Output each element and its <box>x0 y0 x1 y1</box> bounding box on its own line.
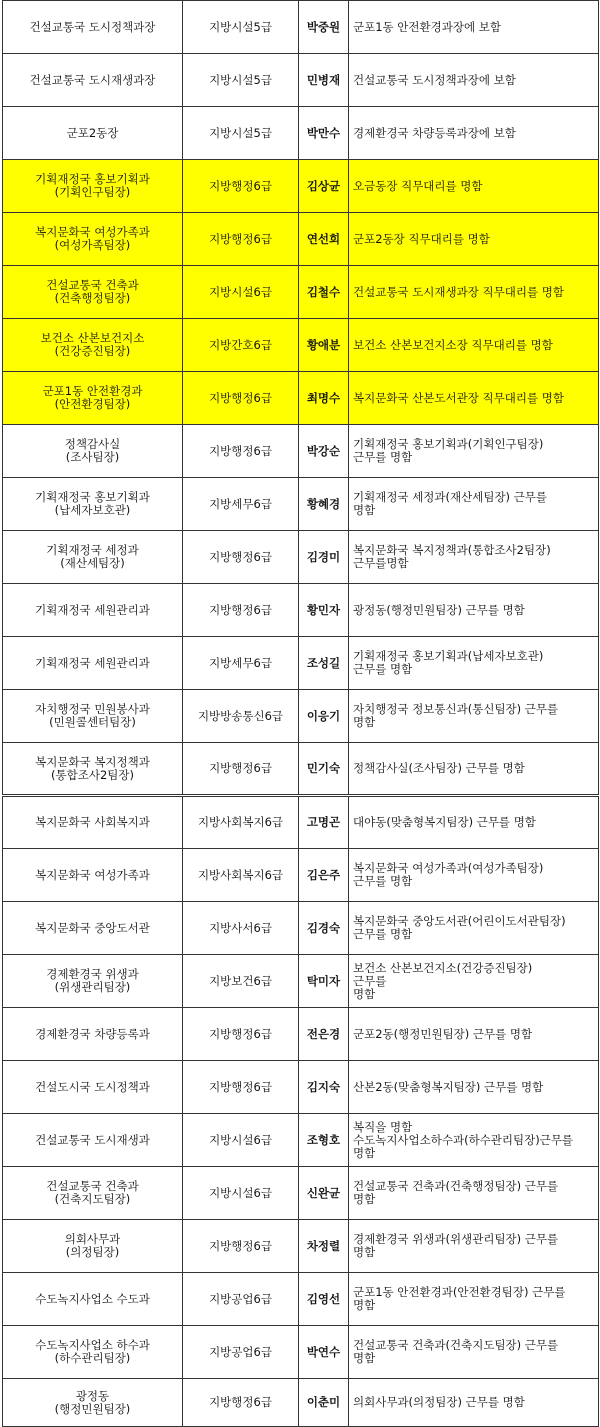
table-row <box>3 584 599 637</box>
dept-text: 수도녹지사업소 수도과 <box>35 1291 150 1306</box>
note-text: 기획재정국 홍보기획과(기획인구팀장) 근무를 명함 <box>353 437 544 464</box>
name-cell <box>299 266 349 319</box>
name-text: 민기숙 <box>306 761 341 775</box>
dept-cell <box>3 266 183 319</box>
grade-text: 지방방송통신6급 <box>197 708 284 723</box>
grade-text: 지방시설6급 <box>209 1185 272 1200</box>
name-cell <box>299 1 349 54</box>
name-cell <box>299 213 349 266</box>
note-text: 경제환경국 위생과(위생관리팀장) 근무를 명함 <box>353 1232 559 1259</box>
table-row <box>3 266 599 319</box>
note-cell <box>349 743 599 796</box>
grade-cell <box>183 372 299 425</box>
note-cell <box>349 796 599 849</box>
note-cell <box>349 319 599 372</box>
dept-cell <box>3 160 183 213</box>
note-text: 건설교통국 도시재생과장 직무대리를 명함 <box>353 284 564 299</box>
grade-cell <box>183 1 299 54</box>
name-text: 황혜경 <box>306 496 341 511</box>
note-cell <box>349 531 599 584</box>
grade-cell <box>183 955 299 1008</box>
dept-text: 건설교통국 도시재생과 <box>35 1132 150 1147</box>
grade-cell <box>183 1114 299 1167</box>
dept-text: 경제환경국 위생과 (위생관리팀장) <box>46 967 139 994</box>
name-cell <box>299 1008 349 1061</box>
grade-text: 지방행정6급 <box>209 1395 272 1409</box>
name-cell <box>299 478 349 531</box>
note-cell <box>349 584 599 637</box>
note-cell <box>349 107 599 160</box>
grade-text: 지방행정6급 <box>209 390 272 405</box>
dept-cell <box>3 478 183 531</box>
name-text: 박강순 <box>306 443 341 458</box>
table-row <box>3 796 599 849</box>
name-cell <box>299 319 349 372</box>
dept-text: 정책감사실 (조사팀장) <box>64 437 121 464</box>
grade-text: 지방사서6급 <box>209 920 272 935</box>
name-cell <box>299 54 349 107</box>
table-row <box>3 1220 599 1273</box>
table-row <box>3 160 599 213</box>
dept-text: 건설교통국 도시정책과장 <box>29 19 156 34</box>
grade-text: 지방행정6급 <box>209 1079 272 1094</box>
grade-cell <box>183 54 299 107</box>
dept-cell <box>3 1326 183 1379</box>
table-row <box>3 1 599 54</box>
note-text: 산본2동(맞춤형복지팀장) 근무를 명함 <box>353 1079 544 1094</box>
note-text: 기획재정국 세정과(재산세팀장) 근무를 명함 <box>353 490 548 517</box>
name-cell <box>299 531 349 584</box>
table-row <box>3 1273 599 1326</box>
grade-text: 지방시설5급 <box>209 72 272 87</box>
name-cell <box>299 743 349 796</box>
note-cell <box>349 266 599 319</box>
grade-text: 지방행정6급 <box>209 761 272 775</box>
grade-text: 지방행정6급 <box>209 443 272 458</box>
note-cell <box>349 1379 599 1427</box>
dept-text: 경제환경국 차량등록과 <box>35 1026 150 1041</box>
table-row <box>3 531 599 584</box>
name-text: 차정렬 <box>306 1238 341 1253</box>
dept-text: 수도녹지사업소 하수과 (하수관리팀장) <box>35 1338 150 1365</box>
note-cell <box>349 425 599 478</box>
dept-cell <box>3 1379 183 1427</box>
table-row <box>3 902 599 955</box>
note-cell <box>349 1114 599 1167</box>
dept-text: 기획재정국 세정과 (재산세팀장) <box>46 543 139 570</box>
dept-cell <box>3 1220 183 1273</box>
name-cell <box>299 1326 349 1379</box>
dept-cell <box>3 690 183 743</box>
table-row <box>3 213 599 266</box>
dept-text: 복지문화국 여성가족과 (여성가족팀장) <box>35 225 150 252</box>
table-row <box>3 1167 599 1220</box>
dept-text: 건설교통국 건축과 (건축지도팀장) <box>46 1179 139 1206</box>
note-cell <box>349 1008 599 1061</box>
grade-text: 지방사회복지6급 <box>197 815 284 829</box>
dept-text: 광정동 (행정민원팀장) <box>54 1388 131 1416</box>
dept-text: 군포2동장 <box>66 125 119 140</box>
grade-cell <box>183 584 299 637</box>
dept-cell <box>3 902 183 955</box>
grade-cell <box>183 637 299 690</box>
note-text: 건설교통국 건축과(건축행정팀장) 근무를 명함 <box>353 1179 559 1206</box>
note-cell <box>349 1273 599 1326</box>
name-cell <box>299 1167 349 1220</box>
dept-text: 기획재정국 홍보기획과 (기획인구팀장) <box>35 172 150 199</box>
note-text: 기획재정국 홍보기획과(납세자보호관) 근무를 명함 <box>353 649 544 676</box>
grade-cell <box>183 1326 299 1379</box>
name-cell <box>299 796 349 849</box>
table-row <box>3 637 599 690</box>
dept-cell <box>3 849 183 902</box>
note-cell <box>349 1220 599 1273</box>
name-cell <box>299 902 349 955</box>
grade-cell <box>183 107 299 160</box>
note-cell <box>349 849 599 902</box>
grade-text: 지방행정6급 <box>209 602 272 617</box>
name-text: 김경미 <box>306 549 341 564</box>
note-cell <box>349 1326 599 1379</box>
name-cell <box>299 160 349 213</box>
dept-cell <box>3 213 183 266</box>
name-text: 신완균 <box>306 1185 341 1200</box>
dept-cell <box>3 425 183 478</box>
name-cell <box>299 1273 349 1326</box>
dept-cell <box>3 54 183 107</box>
note-text: 의회사무과(의정팀장) 근무를 명함 <box>353 1395 525 1409</box>
grade-cell <box>183 1167 299 1220</box>
dept-text: 복지문화국 복지정책과 (통합조사2팀장) <box>35 754 150 782</box>
dept-cell <box>3 1114 183 1167</box>
note-text: 건설교통국 건축과(건축지도팀장) 근무를 명함 <box>353 1338 559 1365</box>
name-text: 최명수 <box>306 390 341 405</box>
name-cell <box>299 849 349 902</box>
name-text: 민병재 <box>306 72 341 87</box>
grade-cell <box>183 796 299 849</box>
grade-text: 지방공업6급 <box>209 1344 272 1359</box>
grade-cell <box>183 425 299 478</box>
grade-cell <box>183 266 299 319</box>
grade-cell <box>183 160 299 213</box>
table-row <box>3 54 599 107</box>
name-text: 조성길 <box>306 655 341 670</box>
note-text: 군포1동 안전환경과(안전환경팀장) 근무를 명함 <box>353 1285 566 1312</box>
dept-cell <box>3 107 183 160</box>
dept-cell <box>3 584 183 637</box>
dept-cell <box>3 637 183 690</box>
dept-cell <box>3 1167 183 1220</box>
name-text: 이응기 <box>306 708 341 723</box>
note-text: 군포2동(행정민원팀장) 근무를 명함 <box>353 1026 533 1041</box>
table-row <box>3 319 599 372</box>
table-row <box>3 1061 599 1114</box>
name-text: 김경숙 <box>306 920 341 935</box>
dept-text: 군포1동 안전환경과 (안전환경팀장) <box>42 384 143 411</box>
name-cell <box>299 637 349 690</box>
dept-cell <box>3 531 183 584</box>
note-text: 정책감사실(조사팀장) 근무를 명함 <box>353 761 525 775</box>
grade-cell <box>183 743 299 796</box>
grade-cell <box>183 849 299 902</box>
name-text: 김상균 <box>306 178 341 193</box>
note-cell <box>349 955 599 1008</box>
table-row <box>3 1379 599 1427</box>
name-text: 고명곤 <box>306 815 341 829</box>
note-cell <box>349 160 599 213</box>
table-row <box>3 849 599 902</box>
grade-cell <box>183 531 299 584</box>
dept-text: 기획재정국 세원관리과 <box>35 602 150 617</box>
name-text: 박중원 <box>306 19 341 34</box>
table-row <box>3 425 599 478</box>
name-text: 조형호 <box>306 1132 341 1147</box>
dept-cell <box>3 319 183 372</box>
note-text: 건설교통국 도시정책과장에 보함 <box>353 72 516 87</box>
grade-text: 지방시설5급 <box>209 125 272 140</box>
note-text: 경제환경국 차량등록과장에 보함 <box>353 125 516 140</box>
grade-text: 지방행정6급 <box>209 178 272 193</box>
name-cell <box>299 425 349 478</box>
name-cell <box>299 1379 349 1427</box>
table-row <box>3 372 599 425</box>
dept-cell <box>3 1 183 54</box>
name-cell <box>299 372 349 425</box>
note-text: 복지문화국 복지정책과(통합조사2팀장) 근무를명함 <box>353 543 551 570</box>
grade-text: 지방행정6급 <box>209 231 272 246</box>
note-cell <box>349 1167 599 1220</box>
name-text: 박만수 <box>306 125 341 140</box>
note-text: 오금동장 직무대리를 명함 <box>353 178 483 193</box>
dept-text: 기획재정국 홍보기획과 (납세자보호관) <box>35 490 150 517</box>
name-text: 박연수 <box>306 1344 341 1359</box>
name-text: 전은경 <box>306 1026 341 1041</box>
table-row <box>3 743 599 796</box>
name-cell <box>299 584 349 637</box>
dept-text: 건설교통국 건축과 (건축행정팀장) <box>46 278 139 305</box>
note-text: 복지문화국 중앙도서관(어린이도서관팀장) 근무를 명함 <box>353 914 566 941</box>
note-text: 보건소 산본보건지소(건강증진팀장) 근무를 명함 <box>353 960 533 1001</box>
grade-text: 지방공업6급 <box>209 1291 272 1306</box>
note-text: 군포2동장 직무대리를 명함 <box>353 231 490 246</box>
dept-cell <box>3 1273 183 1326</box>
grade-text: 지방행정6급 <box>209 1238 272 1253</box>
name-text: 연선희 <box>306 231 341 246</box>
dept-text: 복지문화국 사회복지과 <box>35 815 150 829</box>
dept-cell <box>3 796 183 849</box>
dept-cell <box>3 743 183 796</box>
note-text: 자치행정국 정보통신과(통신팀장) 근무를 명함 <box>353 702 559 729</box>
grade-text: 지방간호6급 <box>209 337 272 352</box>
name-text: 김지숙 <box>306 1079 341 1094</box>
note-cell <box>349 213 599 266</box>
table-row <box>3 1114 599 1167</box>
grade-text: 지방보건6급 <box>209 973 272 988</box>
grade-cell <box>183 478 299 531</box>
dept-text: 복지문화국 여성가족과 <box>35 867 150 882</box>
note-text: 복직을 명함 수도녹지사업소하수과(하수관리팀장)근무를 명함 <box>353 1119 574 1160</box>
dept-text: 건설도시국 도시정책과 <box>35 1079 150 1094</box>
personnel-table <box>2 0 599 1427</box>
note-cell <box>349 478 599 531</box>
dept-text: 의회사무과 (의정팀장) <box>64 1232 121 1259</box>
name-cell <box>299 690 349 743</box>
table-body <box>3 1 599 1427</box>
dept-text: 보건소 산본보건지소 (건강증진팀장) <box>40 331 145 358</box>
dept-cell <box>3 1061 183 1114</box>
note-cell <box>349 690 599 743</box>
dept-cell <box>3 372 183 425</box>
name-cell <box>299 955 349 1008</box>
name-text: 황민자 <box>306 602 341 617</box>
grade-text: 지방세무6급 <box>209 655 272 670</box>
table-row <box>3 1326 599 1379</box>
note-cell <box>349 372 599 425</box>
grade-cell <box>183 1273 299 1326</box>
table-row <box>3 690 599 743</box>
grade-cell <box>183 1008 299 1061</box>
note-cell <box>349 1 599 54</box>
note-cell <box>349 902 599 955</box>
grade-cell <box>183 319 299 372</box>
table-row <box>3 478 599 531</box>
dept-text: 자치행정국 민원봉사과 (민원콜센터팀장) <box>35 702 150 729</box>
name-text: 이춘미 <box>306 1395 341 1409</box>
note-cell <box>349 54 599 107</box>
grade-cell <box>183 690 299 743</box>
dept-text: 기획재정국 세원관리과 <box>35 655 150 670</box>
grade-text: 지방세무6급 <box>209 496 272 511</box>
name-text: 김영선 <box>306 1291 341 1306</box>
name-cell <box>299 1114 349 1167</box>
note-text: 복지문화국 여성가족과(여성가족팀장) 근무를 명함 <box>353 861 544 888</box>
grade-cell <box>183 1220 299 1273</box>
grade-cell <box>183 1061 299 1114</box>
dept-cell <box>3 955 183 1008</box>
name-text: 탁미자 <box>306 973 341 988</box>
grade-cell <box>183 1379 299 1427</box>
grade-text: 지방시설6급 <box>209 1132 272 1147</box>
grade-cell <box>183 213 299 266</box>
name-text: 김철수 <box>306 284 341 299</box>
dept-text: 건설교통국 도시재생과장 <box>29 72 156 87</box>
note-text: 군포1동 안전환경과장에 보함 <box>353 19 501 34</box>
grade-text: 지방행정6급 <box>209 549 272 564</box>
table-row <box>3 1008 599 1061</box>
table-row <box>3 955 599 1008</box>
table-row <box>3 107 599 160</box>
dept-text: 복지문화국 중앙도서관 <box>35 920 150 935</box>
name-text: 황애분 <box>306 337 341 352</box>
name-cell <box>299 1061 349 1114</box>
grade-text: 지방사회복지6급 <box>197 867 284 882</box>
note-text: 광정동(행정민원팀장) 근무를 명함 <box>353 602 525 617</box>
note-cell <box>349 1061 599 1114</box>
dept-cell <box>3 1008 183 1061</box>
name-cell <box>299 107 349 160</box>
name-cell <box>299 1220 349 1273</box>
grade-text: 지방행정6급 <box>209 1026 272 1041</box>
grade-text: 지방시설5급 <box>209 19 272 34</box>
note-text: 복지문화국 산본도서관장 직무대리를 명함 <box>353 390 564 405</box>
grade-cell <box>183 902 299 955</box>
note-text: 대야동(맞춤형복지팀장) 근무를 명함 <box>353 815 536 829</box>
name-text: 김은주 <box>306 867 341 882</box>
grade-text: 지방시설6급 <box>209 284 272 299</box>
note-cell <box>349 637 599 690</box>
note-text: 보건소 산본보건지소장 직무대리를 명함 <box>353 337 553 352</box>
